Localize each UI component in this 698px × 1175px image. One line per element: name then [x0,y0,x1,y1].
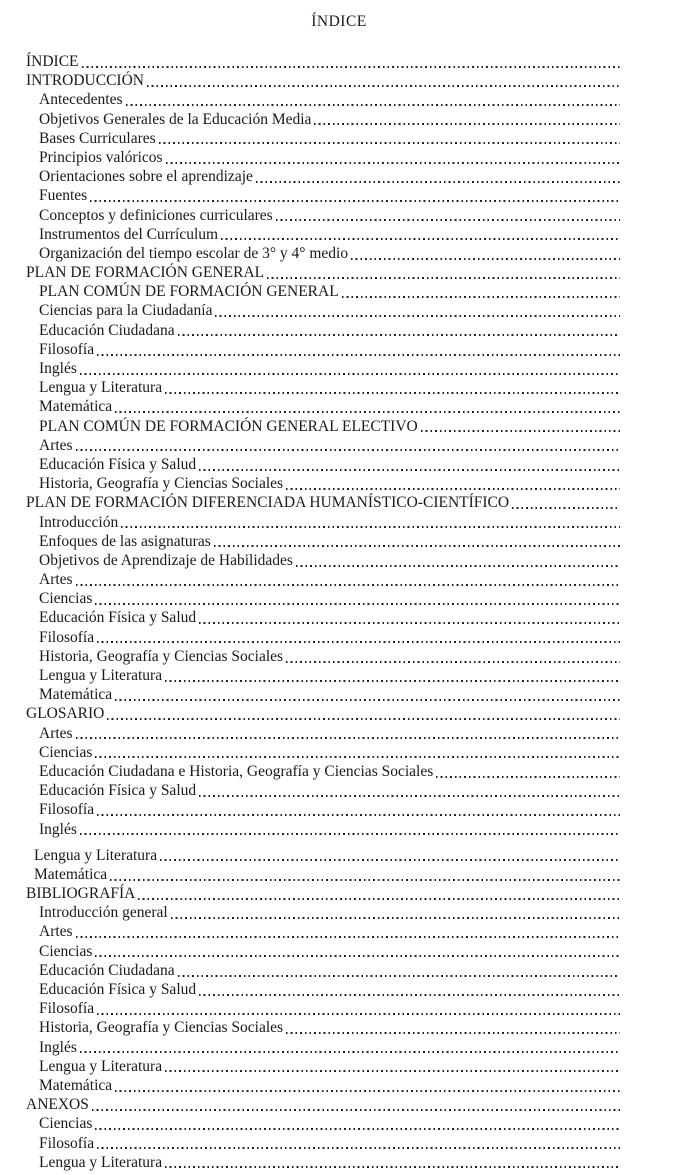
toc-entry[interactable] [26,942,620,961]
toc-entry[interactable] [26,148,620,167]
toc-entry-label: Lengua y Literatura [39,1153,163,1171]
dot-leader [126,104,621,106]
toc-entry[interactable] [26,865,620,884]
toc-entry[interactable] [26,417,620,436]
toc-entry[interactable] [26,884,620,903]
toc-entry[interactable] [26,359,620,378]
toc-entry-label: Educación Física y Salud [39,782,197,800]
dot-leader [199,795,620,797]
dot-leader [107,718,620,720]
toc-entry-label: INTRODUCCIÓN [26,72,144,90]
dot-leader [165,680,620,682]
dot-leader [97,641,620,643]
toc-entry[interactable] [26,71,620,90]
toc-entry-label: Educación Física y Salud [39,981,197,998]
toc-entry-label: Bases Curriculares [39,129,156,147]
toc-entry[interactable] [26,704,620,723]
toc-entry-label: Enfoques de las asignaturas [39,532,211,550]
dot-leader [97,814,620,816]
toc-entry[interactable] [26,762,620,781]
dot-leader [92,1109,620,1111]
dot-leader [286,661,620,663]
toc-entry-label: Artes [39,436,73,454]
dot-leader [286,488,620,490]
dot-leader [95,756,620,758]
dot-leader [165,1166,620,1168]
dot-leader [296,565,620,567]
toc-entry[interactable] [26,666,620,685]
dot-leader [166,162,620,164]
dot-leader [199,994,620,996]
toc-entry[interactable] [26,186,620,205]
dot-leader [138,898,620,900]
page-title: ÍNDICE [311,13,367,30]
toc-entry-label: Lengua y Literatura [39,379,163,397]
dot-leader [115,1090,620,1092]
toc-entry[interactable] [26,301,620,320]
toc-entry-label: Filosofía [39,1134,95,1152]
dot-leader [256,181,620,183]
toc-entry[interactable] [26,474,620,493]
toc-entry[interactable] [26,781,620,800]
toc-entry[interactable] [26,436,620,455]
toc-entry[interactable] [26,846,620,865]
toc-entry[interactable] [26,743,620,762]
toc-entry[interactable] [26,1057,620,1076]
dot-leader [199,469,620,471]
toc-entry-label: BIBLIOGRAFÍA [26,885,136,903]
dot-leader [90,200,620,202]
toc-entry[interactable] [26,493,620,512]
dot-leader [165,392,620,394]
dot-leader [147,85,620,87]
toc-entry[interactable] [26,321,620,340]
toc-entry-label: Educación Ciudadana [39,961,175,979]
dot-leader [76,449,620,451]
dot-leader [82,66,620,68]
dot-leader [95,603,620,605]
dot-leader [342,296,620,298]
toc-entry-label: Artes [39,571,73,589]
toc-entry[interactable] [26,282,620,301]
dot-leader [121,526,620,528]
toc-entry-label: Matemática [39,1076,113,1094]
toc-entry[interactable] [26,685,620,704]
toc-entry[interactable] [26,999,620,1018]
dot-leader [80,833,620,835]
toc-entry[interactable] [26,52,620,71]
toc-entry-label: Principios valóricos [39,148,163,166]
toc-entry-label: Educación Ciudadana e Historia, Geografía y Ciencias Sociales [39,762,434,780]
dot-leader [95,955,620,957]
dot-leader [178,975,620,977]
toc-entry[interactable] [26,608,620,627]
dot-leader [97,1013,620,1015]
toc-entry-label: Matemática [39,686,113,704]
toc-entry-label: PLAN COMÚN DE FORMACIÓN GENERAL ELECTIVO [39,417,418,435]
toc-entry-label: Ciencias para la Ciudadanía [39,302,213,320]
toc-entry[interactable] [26,1153,620,1172]
toc-entry[interactable] [26,903,620,922]
toc-entry-label: Educación Ciudadana [39,321,175,339]
toc-entry-label: Fuentes [39,187,88,205]
dot-leader [76,737,620,739]
toc-entry-label: Objetivos de Aprendizaje de Habilidades [39,551,293,569]
toc-entry[interactable] [26,378,620,397]
dot-leader [199,622,620,624]
dot-leader [165,1070,620,1072]
toc-entry[interactable] [26,110,620,129]
toc-entry-label: Organización del tiempo escolar de 3° y 4° medio [39,244,349,262]
dot-leader [267,277,620,279]
toc-entry-label: Filosofía [39,628,95,646]
dot-leader [171,917,620,919]
toc-entry[interactable] [26,820,620,839]
dot-leader [286,1032,620,1034]
toc-entry[interactable] [26,397,620,416]
toc-entry-label: Historia, Geografía y Ciencias Sociales [39,1019,284,1037]
toc-entry[interactable] [26,340,620,359]
toc-entry[interactable] [26,980,620,999]
dot-leader [159,142,620,144]
toc-entry-label: Introducción [39,513,119,531]
toc-entry[interactable] [26,263,620,282]
toc-entry-label: Artes [39,923,73,941]
dot-leader [95,1128,620,1130]
dot-leader [214,545,620,547]
dot-leader [76,584,620,586]
dot-leader [76,936,620,938]
toc-entry-label: Inglés [39,820,77,838]
toc-entry[interactable] [26,724,620,743]
toc-entry[interactable] [26,225,620,244]
dot-leader [80,1051,620,1053]
toc-entry-label: Orientaciones sobre el aprendizaje [39,168,253,186]
toc-entry-label: Instrumentos del Currículum [39,225,219,243]
toc-entry-label: Educación Física y Salud [39,455,197,473]
toc-entry[interactable] [26,532,620,551]
toc-entry-label: Matemática [34,865,108,883]
dot-leader [436,776,620,778]
dot-leader [97,1147,620,1149]
toc-entry-label: Filosofía [39,801,95,819]
toc-entry-label: Artes [39,724,73,742]
toc-entry-label: ANEXOS [26,1096,89,1114]
toc-entry[interactable] [26,90,620,109]
dot-leader [215,315,620,317]
toc-entry[interactable] [26,647,620,666]
toc-entry[interactable] [26,206,620,225]
toc-entry[interactable] [26,1018,620,1037]
toc-entry-label: Lengua y Literatura [39,667,163,684]
toc-entry[interactable] [26,589,620,608]
toc-entry-label: Filosofía [39,1000,95,1018]
toc-entry-label: Conceptos y definiciones curriculares [39,206,273,224]
toc-entry-label: GLOSARIO [26,705,105,723]
toc-entry[interactable] [26,167,620,186]
dot-leader [115,411,620,413]
toc-entry[interactable] [26,129,620,148]
toc-entry[interactable] [26,1038,620,1057]
toc-entry-label: Objetivos Generales de la Educación Media [39,110,312,128]
toc-entry-label: Lengua y Literatura [34,846,158,864]
toc-entry[interactable] [26,1134,620,1153]
dot-leader [115,699,620,701]
toc-entry[interactable] [26,551,620,570]
dot-leader [80,373,620,375]
toc-entry-label: Introducción general [39,904,168,922]
toc-entry-label: PLAN COMÚN DE FORMACIÓN GENERAL [39,283,339,301]
dot-leader [276,219,620,221]
toc-entry-label: Inglés [39,360,77,377]
dot-leader [351,258,620,260]
dot-leader [221,238,620,240]
toc-entry-label: PLAN DE FORMACIÓN GENERAL [26,264,265,282]
dot-leader [110,879,620,881]
toc-entry[interactable] [26,1114,620,1133]
toc-entry-label: Ciencias [39,743,93,761]
toc-entry[interactable] [26,1095,620,1114]
toc-list [26,52,620,1172]
dot-leader [97,354,620,356]
toc-entry-label: Ciencias [39,942,93,960]
toc-entry[interactable] [26,455,620,474]
toc-entry-label: Educación Física y Salud [39,609,197,627]
toc-entry-label: PLAN DE FORMACIÓN DIFERENCIADA HUMANÍSTICO-CIENTÍFICO [26,494,510,512]
toc-entry-label: Matemática [39,398,113,416]
toc-entry-label: Lengua y Literatura [39,1057,163,1075]
toc-entry-label: Historia, Geografía y Ciencias Sociales [39,475,284,493]
toc-entry-label: Historia, Geografía y Ciencias Sociales [39,647,284,665]
toc-entry[interactable] [26,628,620,647]
toc-entry-label: Inglés [39,1038,77,1056]
toc-entry-label: Ciencias [39,590,93,608]
toc-entry-label: Antecedentes [39,91,123,109]
dot-leader [160,859,620,861]
dot-leader [421,430,620,432]
toc-entry[interactable] [26,1076,620,1095]
toc-entry[interactable] [26,800,620,819]
toc-entry[interactable] [26,244,620,263]
toc-entry-label: Ciencias [39,1115,93,1133]
toc-entry[interactable] [26,961,620,980]
dot-leader [512,507,620,509]
toc-entry[interactable] [26,922,620,941]
dot-leader [314,123,620,125]
toc-entry-label: ÍNDICE [26,53,79,70]
toc-entry[interactable] [26,570,620,589]
toc-entry-label: Filosofía [39,340,95,358]
dot-leader [178,334,620,336]
toc-entry[interactable] [26,513,620,532]
